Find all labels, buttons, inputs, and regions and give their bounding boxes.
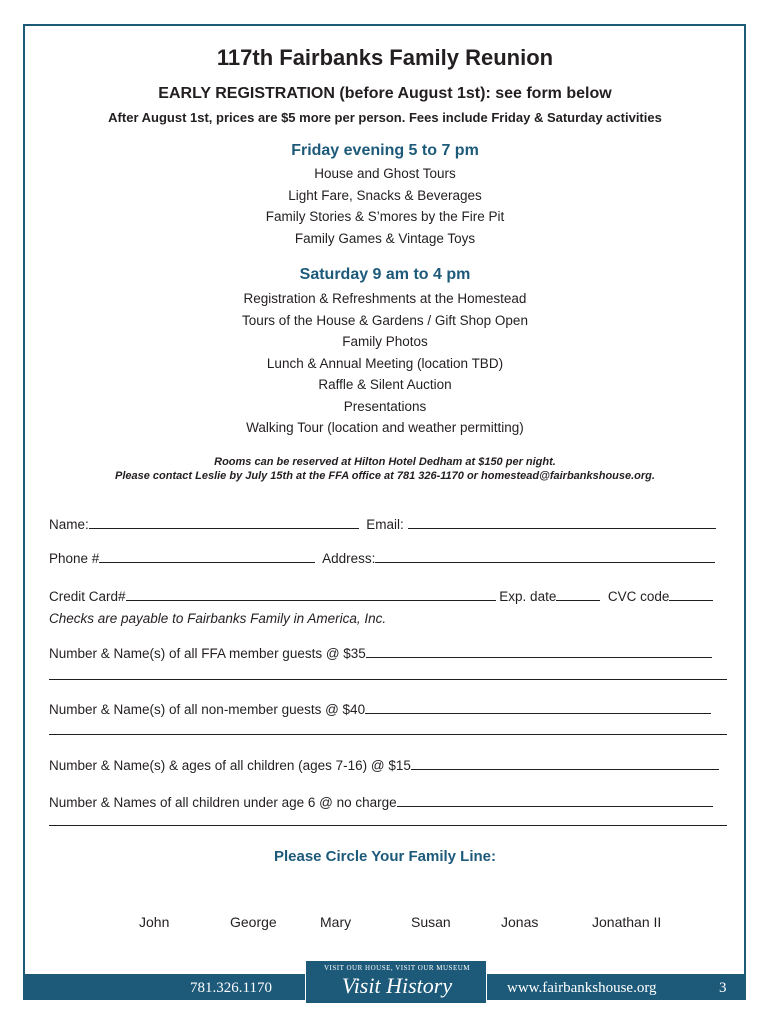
exp-date-field[interactable] [556,587,600,601]
saturday-activities [0,288,770,439]
nonmember-guests-extra-line[interactable] [49,734,727,735]
member-guests-row [49,644,712,661]
list-item: Family Photos [342,334,428,349]
email-field[interactable] [408,515,716,529]
member-guests-extra-line[interactable] [49,679,727,680]
list-item: House and Ghost Tours [314,166,456,181]
list-item: Family Games & Vintage Toys [294,230,476,246]
logo-tagline: VISIT OUR HOUSE, VISIT OUR MUSEUM [323,964,470,972]
rooms-contact-line: Please contact Leslie by July 15th at the FFA office at 781 326-1170 or homestead@fairbankshouse.org. [115,470,655,482]
list-item: Tours of the House & Gardens / Gift Shop Open [242,312,528,328]
exp-date-label: Exp. date [499,589,557,604]
name-field[interactable] [89,515,359,529]
logo-script: Visit History [341,973,453,998]
nonmember-guests-field[interactable] [365,700,711,714]
under6-field[interactable] [397,793,713,807]
visit-history-logo [305,960,487,1004]
friday-activities [0,163,770,249]
page-title: 117th Fairbanks Family Reunion [216,45,554,70]
footer-website[interactable]: www.fairbankshouse.org [507,980,657,996]
list-item: Lunch & Annual Meeting (location TBD) [266,355,504,371]
friday-heading: Friday evening 5 to 7 pm [291,142,479,159]
phone-address-row [49,549,715,566]
credit-card-field[interactable] [126,587,496,601]
family-line-jonas[interactable]: Jonas [501,914,539,930]
early-registration-heading: EARLY REGISTRATION (before August 1st): see form below [158,85,612,102]
children-row [49,756,719,773]
under6-row [49,793,713,810]
list-item: Presentations [343,398,427,414]
children-field[interactable] [411,756,719,770]
address-label: Address: [322,551,376,566]
member-guests-field[interactable] [366,644,712,658]
children-label: Number & Name(s) & ages of all children (ages 7-16) @ $15 [49,758,411,773]
family-line-susan[interactable]: Susan [411,914,451,930]
saturday-heading: Saturday 9 am to 4 pm [299,266,471,283]
checks-note: Checks are payable to Fairbanks Family in America, Inc. [49,611,387,626]
rooms-note [0,455,770,483]
list-item: Light Fare, Snacks & Beverages [288,187,482,203]
nonmember-guests-row [49,700,711,717]
pricing-note: After August 1st, prices are $5 more per person. Fees include Friday & Saturday activities [108,110,662,125]
list-item: Raffle & Silent Auction [318,377,452,392]
nonmember-guests-label: Number & Name(s) of all non-member guests @ $40 [49,702,366,717]
family-line-jonathan-ii[interactable]: Jonathan II [592,914,662,930]
address-field[interactable] [375,549,715,563]
list-item: Walking Tour (location and weather permitting) [246,420,524,435]
page-number: 3 [719,980,727,996]
under6-label: Number & Names of all children under age 6 @ no charge [49,795,397,810]
credit-card-label: Credit Card# [49,589,126,604]
credit-card-row [49,587,713,604]
list-item: Registration & Refreshments at the Homestead [243,291,527,306]
email-label: Email: [366,517,404,532]
member-guests-label: Number & Name(s) of all FFA member guests @ $35 [49,646,366,661]
rooms-line: Rooms can be reserved at Hilton Hotel Dedham at $150 per night. [214,456,556,468]
phone-field[interactable] [99,549,315,563]
name-label: Name: [49,517,89,532]
phone-label: Phone # [49,551,100,566]
cvc-field[interactable] [669,587,713,601]
name-email-row [49,515,716,532]
cvc-label: CVC code [607,589,670,604]
list-item: Family Stories & S’mores by the Fire Pit [265,209,505,224]
family-line-mary[interactable]: Mary [320,914,352,930]
under6-extra-line[interactable] [49,825,727,826]
family-line-george[interactable]: George [230,914,277,930]
footer-phone: 781.326.1170 [190,980,272,996]
family-line-john[interactable]: John [139,914,170,930]
family-line-heading: Please Circle Your Family Line: [273,848,497,865]
